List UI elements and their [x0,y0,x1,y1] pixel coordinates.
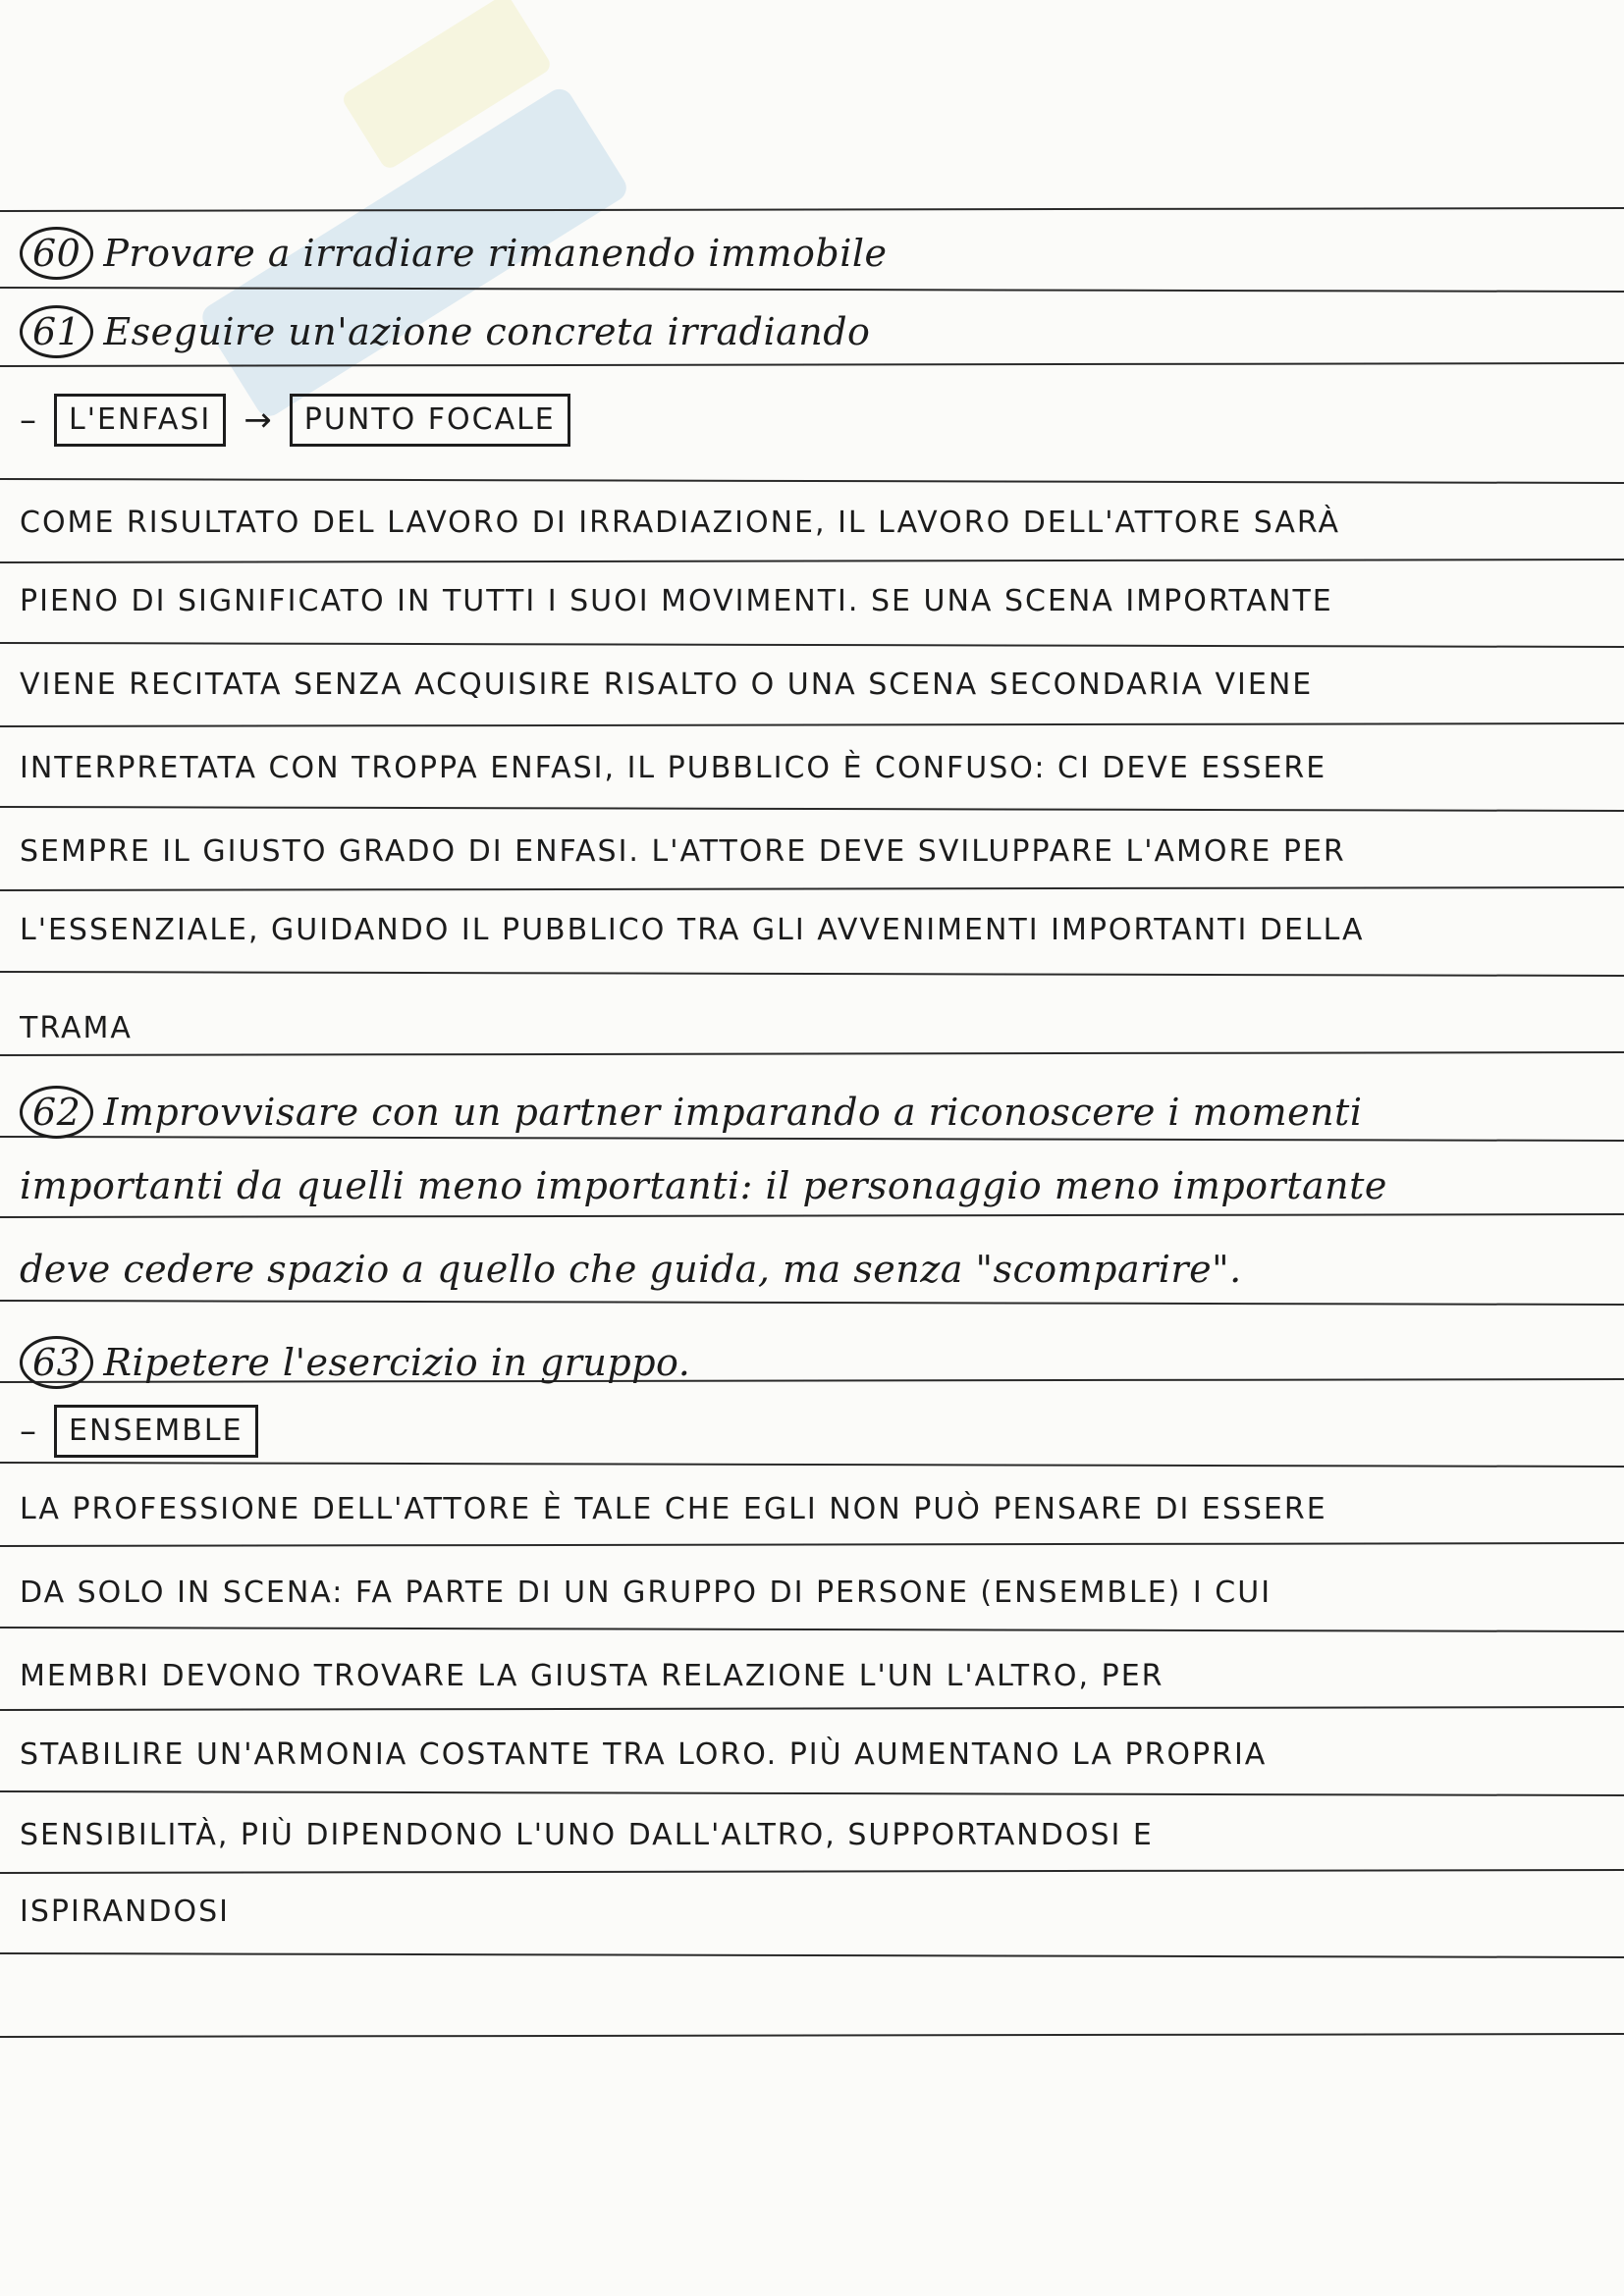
ruled-line [0,1628,1624,1631]
line-text: ISPIRANDOSI [20,1895,231,1929]
ruled-line [0,208,1624,211]
ruled-line [0,972,1624,976]
line-text: TRAMA [20,1011,133,1045]
exercise-text: Improvvisare con un partner imparando a riconoscere i momenti [103,1091,1363,1134]
arrow-icon: → [244,400,272,440]
ruled-line [0,1953,1624,1957]
ruled-line [0,2034,1624,2037]
line-text: L'ESSENZIALE, GUIDANDO IL PUBBLICO TRA GLI AVVENIMENTI IMPORTANTI DELLA [20,913,1365,947]
ruled-line [0,643,1624,647]
line-text: STABILIRE UN'ARMONIA COSTANTE TRA LORO. PIÙ AUMENTANO LA PROPRIA [20,1737,1268,1772]
ruled-line [0,1301,1624,1305]
ruled-line [0,288,1624,292]
heading-label: L'ENFASI [54,394,226,447]
exercise-text: Provare a irradiare rimanendo immobile [103,232,888,275]
exercise-number: 62 [20,1086,93,1139]
ruled-line [0,1707,1624,1710]
line-text: SENSIBILITÀ, PIÙ DIPENDONO L'UNO DALL'ALTRO, SUPPORTANDOSI E [20,1818,1154,1852]
heading-target: PUNTO FOCALE [290,394,570,447]
exercise-line [20,1336,1581,1389]
section-heading [20,1405,1581,1458]
ruled-line [0,479,1624,483]
line-text: LA PROFESSIONE DELL'ATTORE È TALE CHE EGLI NON PUÒ PENSARE DI ESSERE [20,1492,1327,1526]
dash-mark: – [20,1412,36,1451]
text-line [20,830,1581,874]
text-line [20,1572,1581,1615]
ruled-line [0,1463,1624,1467]
text-line [20,580,1581,623]
text-line [20,1007,1581,1050]
text-line [20,502,1581,545]
ruled-line [0,887,1624,890]
exercise-line [20,227,1581,280]
exercise-text: Eseguire un'azione concreta irradiando [103,310,871,353]
line-text: deve cedere spazio a quello che guida, ma senza "scomparire". [20,1248,1242,1291]
exercise-line [20,1086,1581,1139]
text-line [20,1734,1581,1777]
line-text: MEMBRI DEVONO TROVARE LA GIUSTA RELAZIONE L'UN L'ALTRO, PER [20,1659,1164,1693]
line-text: importanti da quelli meno importanti: il personaggio meno importante [20,1164,1387,1207]
exercise-number: 60 [20,227,93,280]
text-line [20,909,1581,952]
heading-label: ENSEMBLE [54,1405,258,1458]
line-text: VIENE RECITATA SENZA ACQUISIRE RISALTO O UNA SCENA SECONDARIA VIENE [20,667,1314,702]
text-line [20,1248,1581,1291]
line-text: PIENO DI SIGNIFICATO IN TUTTI I SUOI MOVIMENTI. SE UNA SCENA IMPORTANTE [20,584,1333,618]
ruled-line [0,363,1624,366]
ruled-line [0,1870,1624,1873]
ruled-line [0,723,1624,726]
ruled-line [0,1543,1624,1546]
section-heading [20,394,1581,447]
text-line [20,1655,1581,1698]
ruled-line [0,807,1624,811]
exercise-text: Ripetere l'esercizio in gruppo. [103,1341,691,1384]
line-text: INTERPRETATA CON TROPPA ENFASI, IL PUBBLICO È CONFUSO: CI DEVE ESSERE [20,751,1327,785]
text-line [20,1891,1581,1934]
line-text: SEMPRE IL GIUSTO GRADO DI ENFASI. L'ATTORE DEVE SVILUPPARE L'AMORE PER [20,834,1346,869]
text-line [20,747,1581,790]
dash-mark: – [20,400,36,440]
exercise-line [20,305,1581,358]
text-line [20,1814,1581,1857]
exercise-number: 61 [20,305,93,358]
line-text: DA SOLO IN SCENA: FA PARTE DI UN GRUPPO DI PERSONE (ENSEMBLE) I CUI [20,1575,1272,1610]
line-text: COME RISULTATO DEL LAVORO DI IRRADIAZIONE, IL LAVORO DELL'ATTORE SARÀ [20,506,1341,540]
text-line [20,1488,1581,1531]
exercise-number: 63 [20,1336,93,1389]
text-line [20,664,1581,707]
ruled-line [0,1214,1624,1217]
ruled-line [0,560,1624,562]
text-line [20,1164,1581,1207]
ruled-line [0,1791,1624,1795]
ruled-line [0,1052,1624,1055]
